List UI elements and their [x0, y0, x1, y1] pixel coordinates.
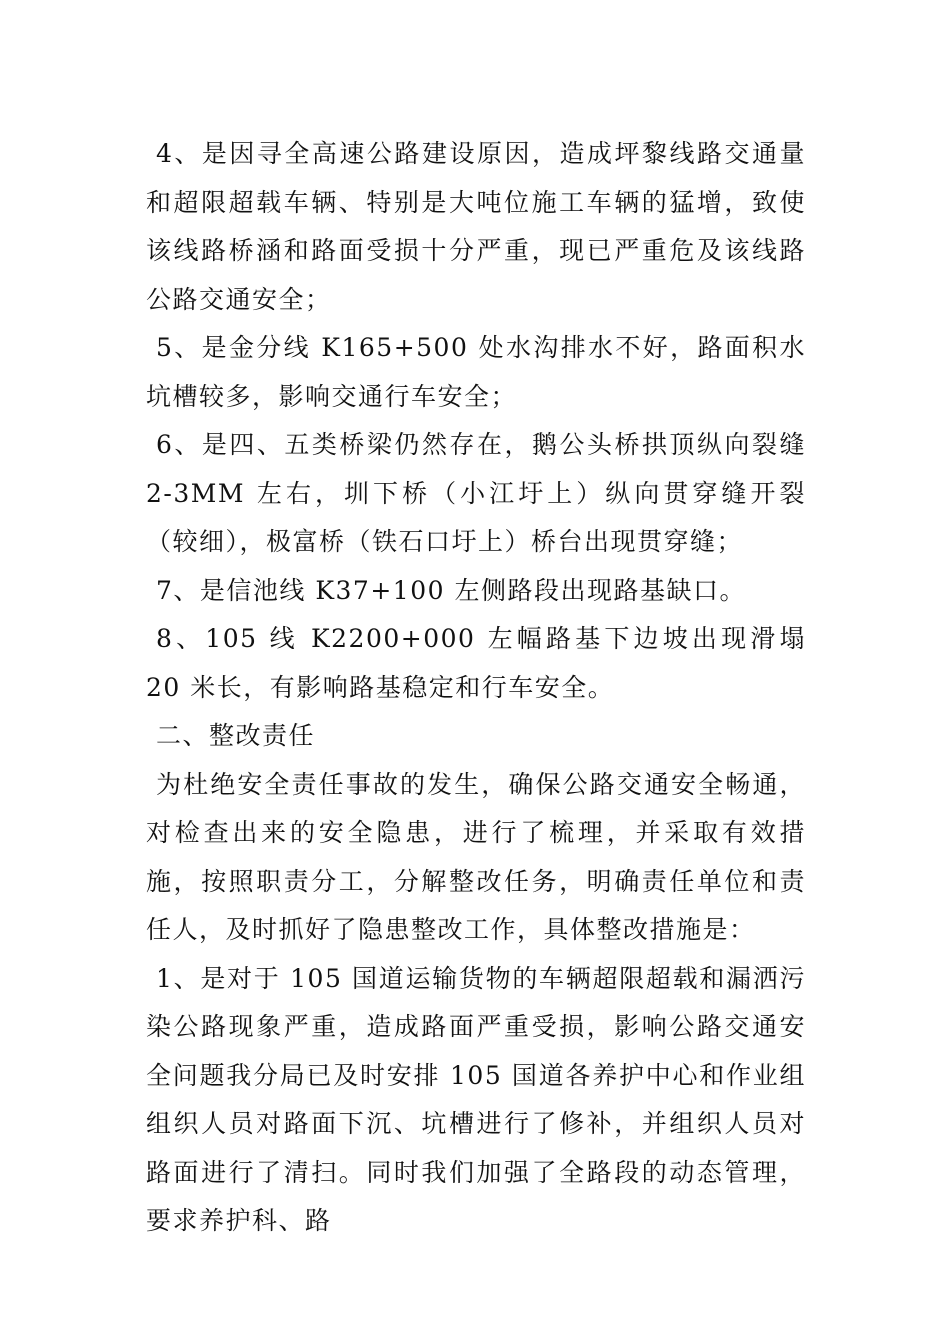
paragraph-item-4: 4、是因寻全高速公路建设原因，造成坪黎线路交通量和超限超载车辆、特别是大吨位施工车辆的猛增，致使该线路桥涵和路面受损十分严重，现已严重危及该线路公路交通安全；: [146, 139, 806, 314]
document-body: [146, 130, 806, 1246]
paragraph-item-8: 8、105 线 K2200+000 左幅路基下边坡出现滑塌 20 米长，有影响路基稳定和行车安全。: [146, 624, 806, 702]
section-heading: 二、整改责任: [156, 721, 316, 750]
paragraph-intro: 为杜绝安全责任事故的发生，确保公路交通安全畅通，对检查出来的安全隐患，进行了梳理，并采取有效措施，按照职责分工，分解整改任务，明确责任单位和责任人，及时抓好了隐患整改工作，具体整改措施是：: [146, 769, 806, 944]
paragraph-item-5: 5、是金分线 K165+500 处水沟排水不好，路面积水坑槽较多，影响交通行车安全；: [146, 333, 806, 411]
paragraph-item-7: 7、是信池线 K37+100 左侧路段出现路基缺口。: [156, 575, 746, 605]
paragraph-measure-1: 1、是对于 105 国道运输货物的车辆超限超载和漏洒污染公路现象严重，造成路面严重受损，影响公路交通安全问题我分局已及时安排 105 国道各养护中心和作业组组织人员对路面下沉、坑槽进行了修补，并组织人员对路面进行了清扫。同时我们加强了全路段的动态管理，要求养护科、路: [146, 963, 806, 1235]
paragraph-item-6: 6、是四、五类桥梁仍然存在，鹅公头桥拱顶纵向裂缝 2-3MM 左右，圳下桥（小江圩上）纵向贯穿缝开裂（较细），极富桥（铁石口圩上）桥台出现贯穿缝；: [146, 430, 806, 556]
